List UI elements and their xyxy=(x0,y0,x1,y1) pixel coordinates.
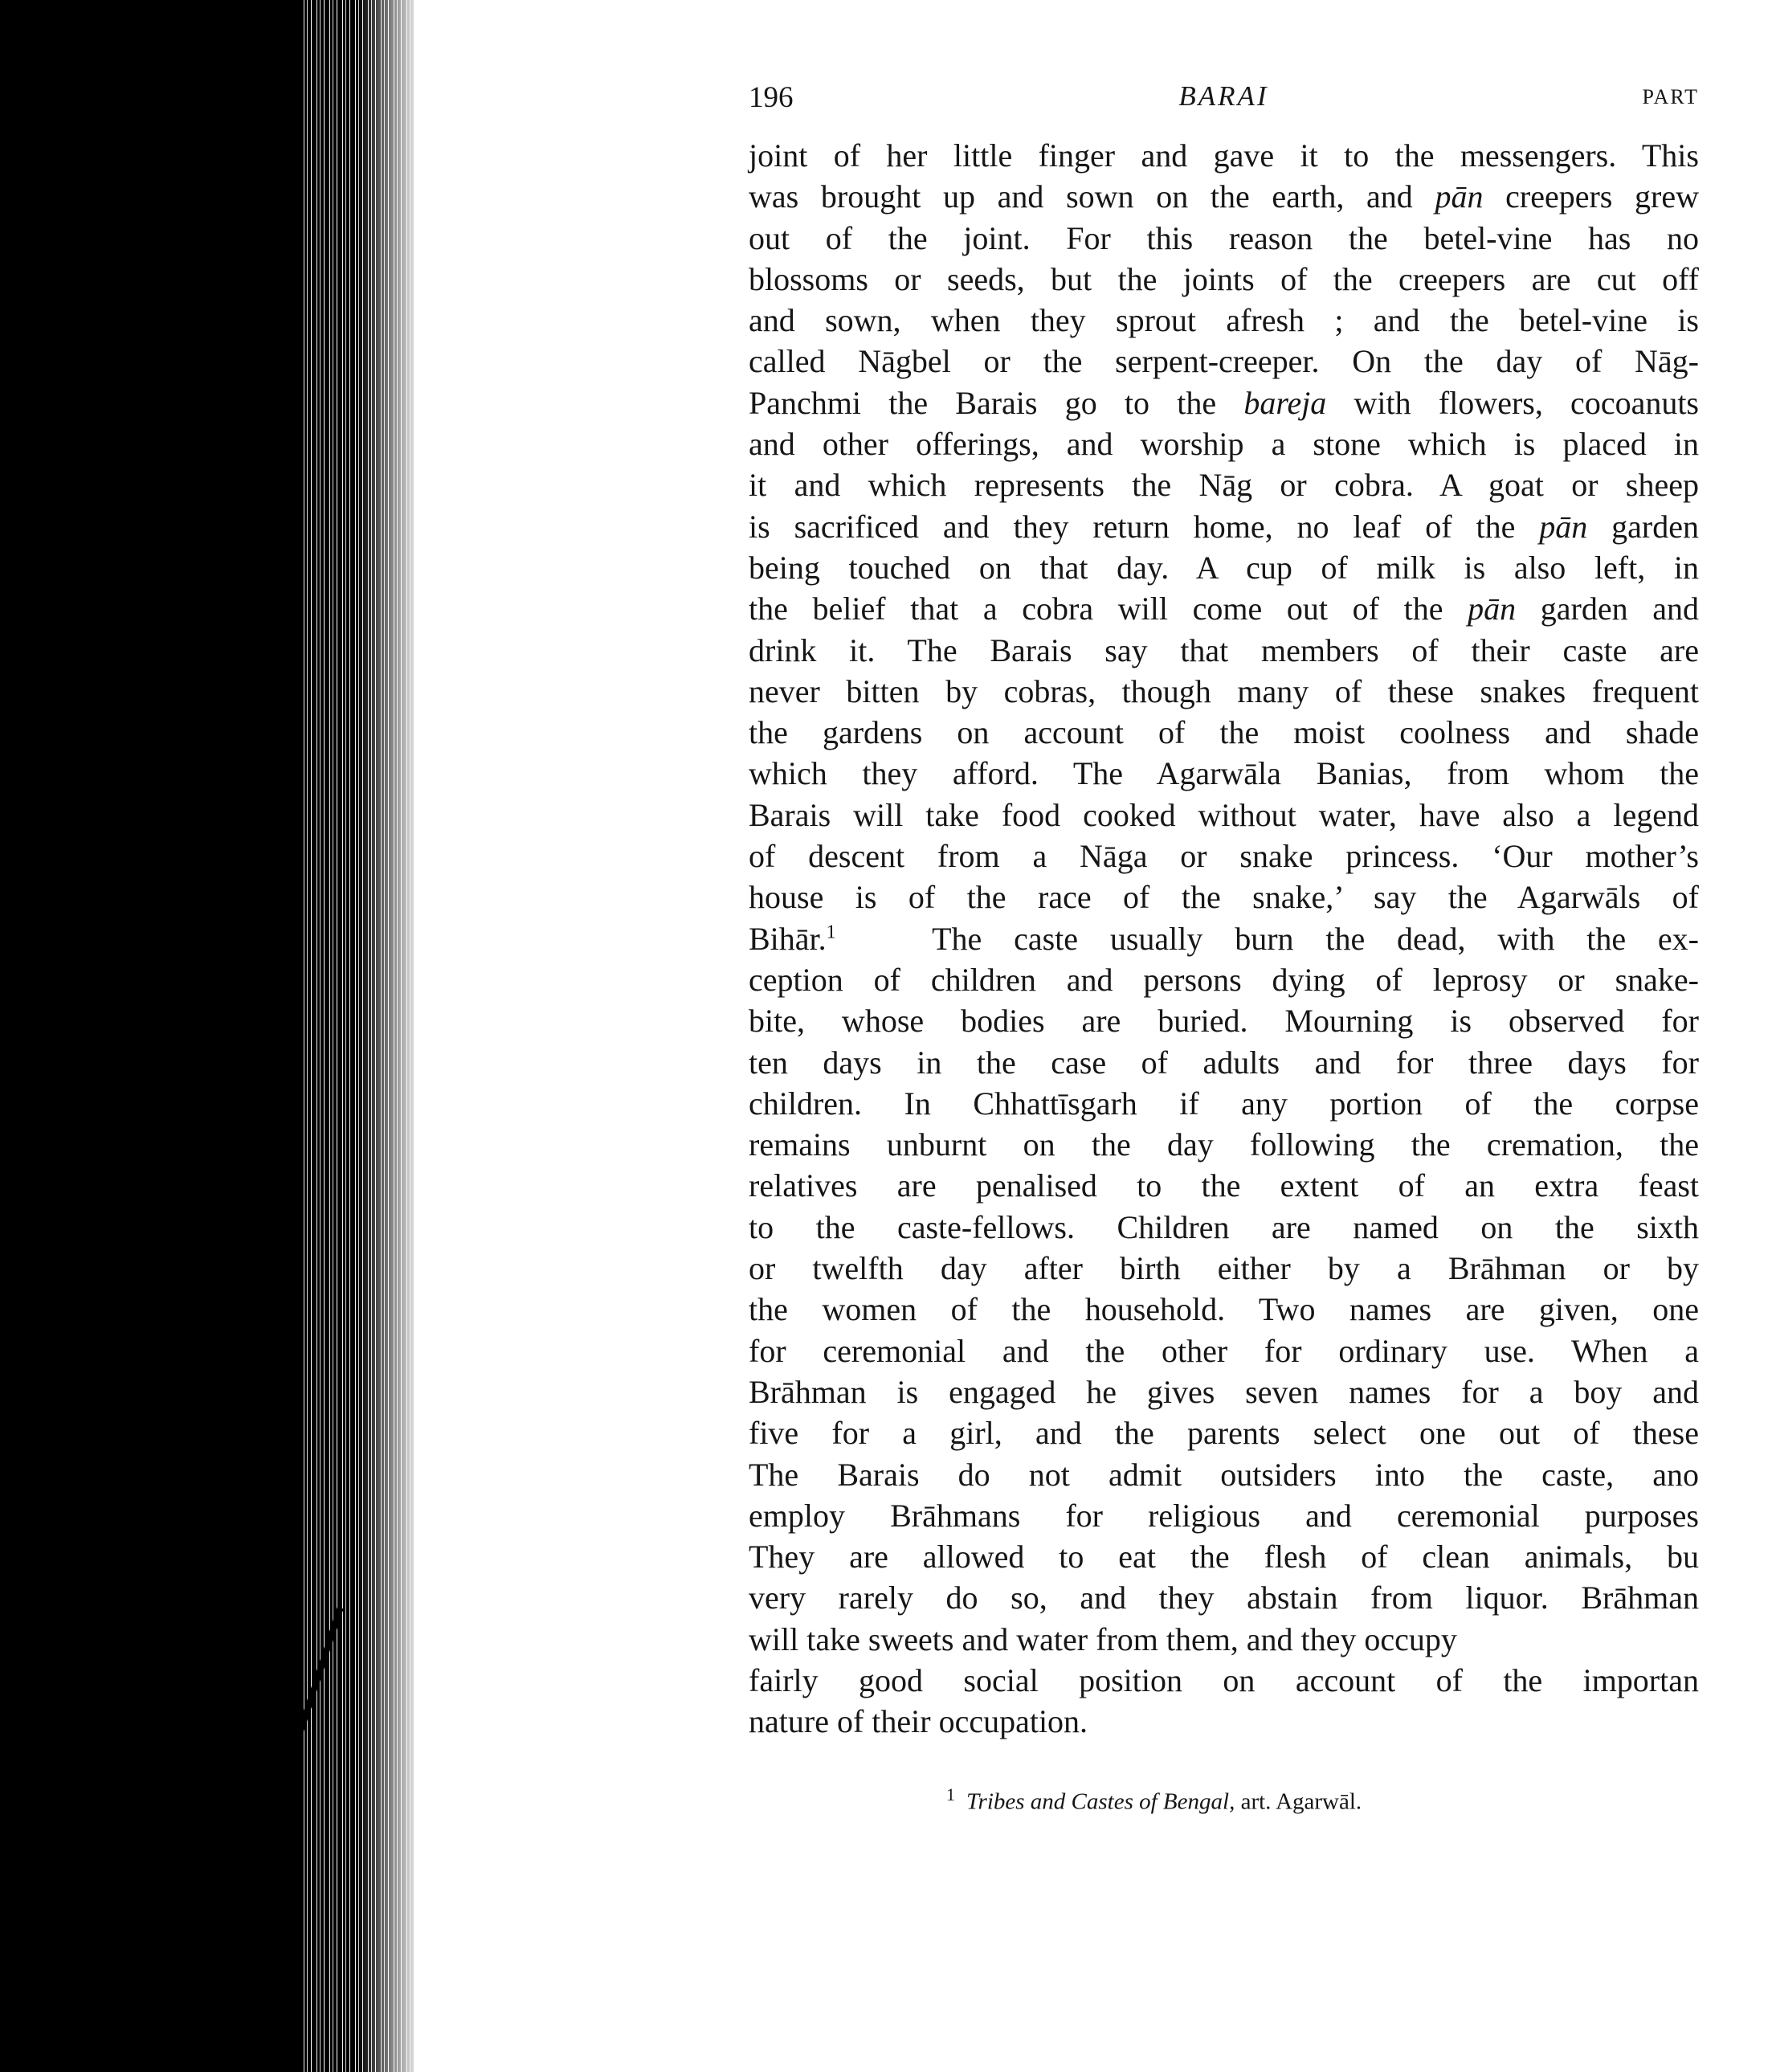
text-line: remains unburnt on the day following the cremation, the xyxy=(749,1126,1699,1163)
gutter-shadow xyxy=(0,0,301,2072)
footnote-marker: 1 xyxy=(946,1784,955,1804)
italic-word: pān xyxy=(1468,591,1517,627)
body-text xyxy=(749,135,1699,1743)
text-line: and other offerings, and worship a stone which is placed in xyxy=(749,426,1699,463)
text-line: being touched on that day. A cup of milk is also left, in xyxy=(749,549,1699,586)
text-fragment: Bihār. xyxy=(749,920,827,957)
text-line: house is of the race of the snake,’ say the Agarwāls of xyxy=(749,879,1699,916)
text-line: for ceremonial and the other for ordinary use. When a xyxy=(749,1332,1699,1369)
text-line: nature of their occupation. xyxy=(749,1703,1088,1740)
text-line: will take sweets and water from them, and they occupy xyxy=(749,1620,1457,1657)
book-gutter-scan xyxy=(0,0,414,2072)
text-line: drink it. The Barais say that members of their caste are xyxy=(749,631,1699,668)
footnote-title: Tribes and Castes of Bengal, xyxy=(966,1788,1235,1815)
text-line: joint of her little finger and gave it to the messengers. This xyxy=(749,137,1699,174)
text-line: and sown, when they sprout afresh ; and the betel-vine is xyxy=(749,302,1699,339)
italic-word: pān xyxy=(1539,508,1588,545)
text-line: the belief that a cobra will come out of the pān garden and xyxy=(749,591,1699,627)
text-line: ten days in the case of adults and for three days for xyxy=(749,1044,1699,1081)
text-line: it and which represents the Nāg or cobra. A goat or sheep xyxy=(749,467,1699,504)
text-line: the gardens on account of the moist coolness and shade xyxy=(749,714,1699,751)
text-line: or twelfth day after birth either by a Brāhman or by xyxy=(749,1250,1699,1287)
text-line: ception of children and persons dying of leprosy or snake- xyxy=(749,961,1699,998)
footnote-rest: art. Agarwāl. xyxy=(1235,1788,1362,1815)
text-line xyxy=(749,918,1699,959)
text-line: Panchmi the Barais go to the bareja with flowers, cocoanuts xyxy=(749,384,1700,421)
text-line: to the caste-fellows. Children are named on the sixth xyxy=(749,1208,1699,1245)
page-number: 196 xyxy=(749,81,794,114)
italic-word: bareja xyxy=(1243,384,1327,421)
text-line: employ Brāhmans for religious and ceremonial purposes xyxy=(749,1497,1699,1534)
text-line: was brought up and sown on the earth, and pān creepers grew xyxy=(749,178,1699,215)
text-line: called Nāgbel or the serpent-creeper. On the day of Nāg- xyxy=(749,343,1699,380)
text-line: the women of the household. Two names are given, one xyxy=(749,1291,1699,1328)
footnote xyxy=(946,1784,1362,1816)
text-line: The Barais do not admit outsiders into the caste, ano xyxy=(749,1456,1699,1493)
text-line: of descent from a Nāga or snake princess. ‘Our mother’s xyxy=(749,838,1699,875)
italic-word: pān xyxy=(1435,178,1484,215)
part-label: PART xyxy=(1642,85,1699,108)
footnote-reference: 1 xyxy=(826,922,836,943)
text-line: They are allowed to eat the flesh of clean animals, bu xyxy=(749,1539,1699,1575)
text-line: relatives are penalised to the extent of an extra feast xyxy=(749,1167,1699,1204)
text-line: Barais will take food cooked without water, have also a legend xyxy=(749,796,1699,833)
running-title: BARAI xyxy=(1178,80,1269,112)
page-header xyxy=(749,80,1699,121)
text-line: bite, whose bodies are buried. Mourning is observed for xyxy=(749,1003,1699,1040)
text-line: never bitten by cobras, though many of these snakes frequent xyxy=(749,672,1699,709)
text-line: fairly good social position on account of the importan xyxy=(749,1661,1699,1698)
text-line: which they afford. The Agarwāla Banias, from whom the xyxy=(749,755,1699,792)
text-fragment: The caste usually burn the dead, with the ex- xyxy=(932,920,1700,957)
text-line: is sacrificed and they return home, no leaf of the pān garden xyxy=(749,508,1699,545)
text-line: Brāhman is engaged he gives seven names for a boy and xyxy=(749,1373,1699,1410)
text-line: blossoms or seeds, but the joints of the creepers are cut off xyxy=(749,260,1699,297)
gutter-fade xyxy=(357,0,414,2072)
text-line: children. In Chhattīsgarh if any portion of the corpse xyxy=(749,1085,1699,1122)
text-line: five for a girl, and the parents select one out of these xyxy=(749,1415,1699,1452)
text-line: very rarely do so, and they abstain from liquor. Brāhman xyxy=(749,1580,1699,1616)
text-line: out of the joint. For this reason the betel-vine has no xyxy=(749,219,1699,256)
